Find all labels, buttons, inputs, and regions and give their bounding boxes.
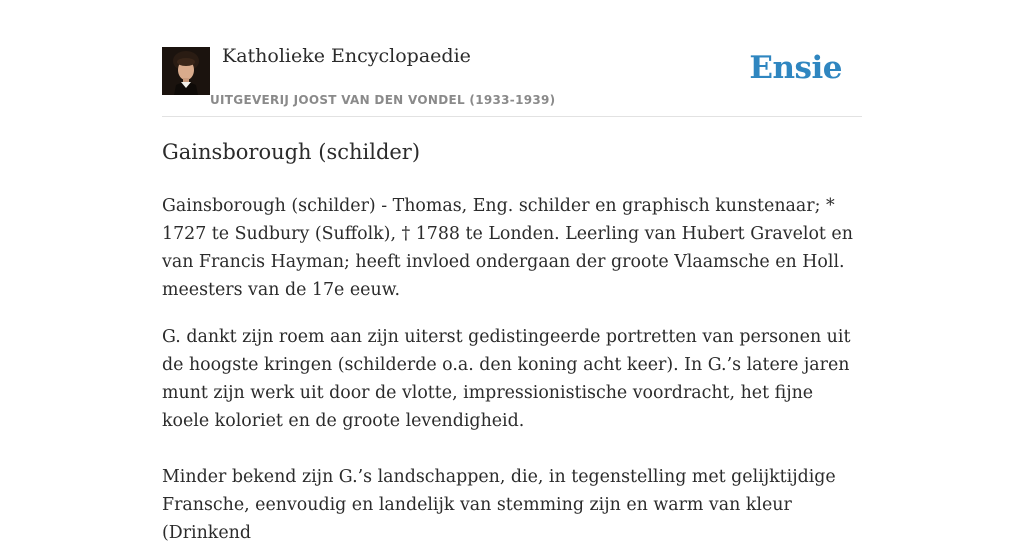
site-title[interactable]: Katholieke Encyclopaedie bbox=[222, 45, 471, 67]
page bbox=[162, 0, 862, 543]
avatar[interactable] bbox=[162, 47, 210, 95]
publisher-label: UITGEVERIJ JOOST VAN DEN VONDEL (1933-1939) bbox=[210, 93, 556, 107]
article-paragraph: G. dankt zijn roem aan zijn uiterst gedistingeerde portretten van personen uit de hoogste kringen (schilderde o.a. den koning acht keer). In G.’s latere jaren munt zijn werk uit door de vlotte, impressionistische voordracht, het fijne koele koloriet en de groote levendigheid. bbox=[162, 327, 851, 431]
article-title: Gainsborough (schilder) bbox=[162, 140, 421, 164]
site-header bbox=[162, 0, 862, 117]
brand-logo[interactable]: Ensie bbox=[749, 50, 842, 86]
article-paragraph: Minder bekend zijn G.’s landschappen, die, in tegenstelling met gelijktijdige Fransche, eenvoudig en landelijk van stemming zijn en warm van kleur (Drinkend bbox=[162, 467, 836, 543]
article-paragraph: Gainsborough (schilder) - Thomas, Eng. schilder en graphisch kunstenaar; * 1727 te Sudbury (Suffolk), † 1788 te Londen. Leerling van Hubert Gravelot en van Francis Hayman; heeft invloed ondergaan der groote Vlaamsche en Holl. meesters van de 17e eeuw. bbox=[162, 196, 853, 300]
author-portrait-icon bbox=[162, 47, 210, 95]
